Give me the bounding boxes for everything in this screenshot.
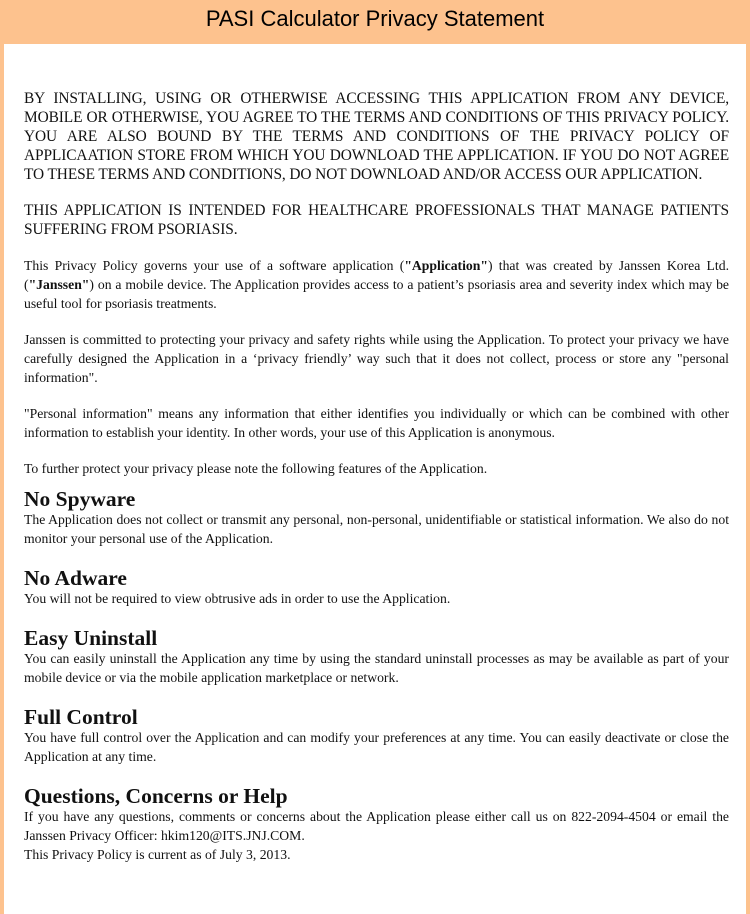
easy-uninstall-body: You can easily uninstall the Application any time by using the standard uninstall processes as may be available as part of your mobile device or via the mobile application marketplace or network.: [24, 651, 729, 685]
no-adware-heading: No Adware: [24, 566, 127, 590]
no-adware-body: You will not be required to view obtrusive ads in order to use the Application.: [24, 591, 451, 606]
questions-body: If you have any questions, comments or concerns about the Application please either call us on 822-2094-4504 or email the Janssen Privacy Officer: hkim120@ITS.JNJ.COM.: [24, 809, 729, 843]
title-bar: [0, 0, 750, 40]
intended-audience-text: THIS APPLICATION IS INTENDED FOR HEALTHCARE PROFESSIONALS THAT MANAGE PATIENTS SUFFERING FROM PSORIASIS.: [24, 202, 729, 238]
application-term: "Application": [404, 258, 488, 273]
privacy-statement-content: [24, 89, 729, 864]
privacy-statement-panel[interactable]: [4, 44, 746, 914]
no-spyware-body: The Application does not collect or transmit any personal, non-personal, unidentifiable or statistical information. We also do not monitor your personal use of the Application.: [24, 512, 729, 546]
features-intro-paragraph: To further protect your privacy please note the following features of the Application.: [24, 461, 488, 476]
commitment-paragraph: Janssen is committed to protecting your privacy and safety rights while using the Application. To protect your privacy we have carefully designed the Application in a ‘privacy friendly’ way such that it does not collect, process or store any "personal information".: [24, 332, 729, 385]
terms-agreement-text: BY INSTALLING, USING OR OTHERWISE ACCESSING THIS APPLICATION FROM ANY DEVICE, MOBILE OR OTHERWISE, YOU AGREE TO THE TERMS AND CONDITIONS OF THIS PRIVACY POLICY. YOU ARE ALSO BOUND BY THE TERMS AND CONDITIONS OF THE PRIVACY POLICY OF APPLICAATION STORE FROM WHICH YOU DOWNLOAD THE APPLICATION. IF YOU DO NOT AGREE TO THESE TERMS AND CONDITIONS, DO NOT DOWNLOAD AND/OR ACCESS OUR APPLICATION.: [24, 90, 729, 183]
no-spyware-heading: No Spyware: [24, 487, 136, 511]
janssen-term: "Janssen": [28, 277, 90, 292]
full-control-body: You have full control over the Application and can modify your preferences at any time. You can easily deactivate or close the Application at any time.: [24, 730, 729, 764]
personal-info-paragraph: "Personal information" means any information that either identifies you individually or which can be combined with other information to establish your identity. In other words, your use of this Application is anonymous.: [24, 406, 729, 440]
full-control-heading: Full Control: [24, 705, 138, 729]
governs-suffix: ) on a mobile device. The Application provides access to a patient’s psoriasis area and severity index which may be useful tool for psoriasis treatments.: [24, 277, 729, 311]
governs-prefix: This Privacy Policy governs your use of a software application (: [24, 258, 405, 273]
policy-governs-paragraph: [24, 256, 729, 313]
easy-uninstall-heading: Easy Uninstall: [24, 626, 158, 650]
policy-current-date: This Privacy Policy is current as of July 3, 2013.: [24, 847, 291, 862]
governs-middle: ) that was created by Janssen Korea Ltd. (: [24, 258, 729, 292]
questions-heading: Questions, Concerns or Help: [24, 784, 288, 808]
page-title: PASI Calculator Privacy Statement: [205, 6, 545, 31]
